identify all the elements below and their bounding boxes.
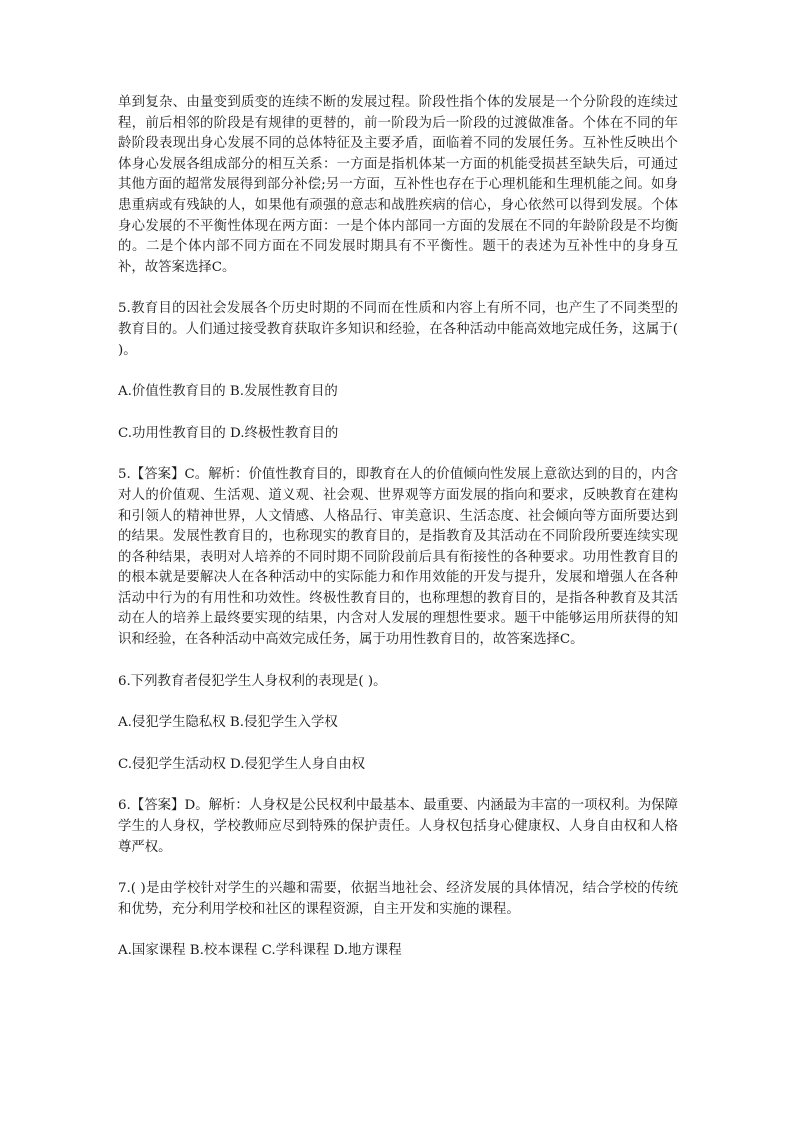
question-6-stem: 6.下列教育者侵犯学生人身权利的表现是( )。 — [118, 673, 387, 689]
paragraph-gap — [118, 920, 678, 941]
question-5-options-ab: A.价值性教育目的 B.发展性教育目的 — [118, 384, 338, 400]
question-5-answer: 5.【答案】C。解析：价值性教育目的，即教育在人的价值倾向性发展上意欲达到的目的，内含对人的价值观、生活观、道义观、社会观、世界观等方面发展的指向和要求，反映教育在建构和引领人的精神世界，人文情感、人格品行、审美意识、生活态度、社会倾向等方面所要达到的结果。发展性教育目的，也称现实的教育目的，是指教育及其活动在不同阶段所要连续实现的各种结果，表明对人培养的不同时期不同阶段前后具有衔接性的各种要求。功用性教育目的的根本就是要解决人在各种活动中的实际能力和作用效能的开发与提升，发展和增强人在各种活动中行为的有用性和功效性。终极性教育目的，也称理想的教育目的，是指各种教育及其活动在人的培养上最终要实现的结果，内含对人发展的理想性要求。题干中能够运用所获得的知识和经验，在各种活动中高效完成任务，属于功用性教育目的，故答案选择C。 — [118, 467, 678, 648]
question-5-stem: 5.教育目的因社会发展各个历史时期的不同而在性质和内容上有所不同，也产生了不同类型的教育目的。人们通过接受教育获取许多知识和经验，在各种活动中能高效地完成任务，这属于( )。 — [118, 301, 678, 358]
paragraph-gap — [118, 361, 678, 382]
question-6-options-cd: C.侵犯学生活动权 D.侵犯学生人身自由权 — [118, 756, 366, 772]
paragraph-gap — [118, 692, 678, 713]
paragraph-gap — [118, 651, 678, 672]
paragraph-gap — [118, 278, 678, 299]
paragraph-gap — [118, 734, 678, 755]
document-page — [118, 93, 678, 962]
question-5-options-cd: C.功用性教育目的 D.终极性教育目的 — [118, 425, 339, 441]
paragraph-gap — [118, 444, 678, 465]
paragraph-gap — [118, 775, 678, 796]
question-6-options-ab: A.侵犯学生隐私权 B.侵犯学生入学权 — [118, 715, 338, 731]
question-7-stem: 7.( )是由学校针对学生的兴趣和需要，依据当地社会、经济发展的具体情况，结合学校的传统和优势，充分利用学校和社区的课程资源，自主开发和实施的课程。 — [118, 881, 678, 917]
paragraph-gap — [118, 858, 678, 879]
paragraph-gap — [118, 403, 678, 424]
question-7-options: A.国家课程 B.校本课程 C.学科课程 D.地方课程 — [118, 943, 402, 959]
question-6-answer: 6.【答案】D。解析：人身权是公民权利中最基本、最重要、内涵最为丰富的一项权利。为保障学生的人身权，学校教师应尽到特殊的保护责任。人身权包括身心健康权、人身自由权和人格尊严权。 — [118, 798, 678, 855]
explanation-paragraph-continued: 单到复杂、由量变到质变的连续不断的发展过程。阶段性指个体的发展是一个分阶段的连续过程，前后相邻的阶段是有规律的更替的，前一阶段为后一阶段的过渡做准备。个体在不同的年龄阶段表现出身心发展不同的总体特征及主要矛盾，面临着不同的发展任务。互补性反映出个体身心发展各组成部分的相互关系：一方面是指机体某一方面的机能受损甚至缺失后，可通过其他方面的超常发展得到部分补偿;另一方面，互补性也存在于心理机能和生理机能之间。如身患重病或有残缺的人，如果他有顽强的意志和战胜疾病的信心，身心依然可以得到发展。个体身心发展的不平衡性体现在两方面：一是个体内部同一方面的发展在不同的年龄阶段是不均衡的。二是个体内部不同方面在不同发展时期具有不平衡性。题干的表述为互补性中的身身互补，故答案选择C。 — [118, 95, 678, 275]
